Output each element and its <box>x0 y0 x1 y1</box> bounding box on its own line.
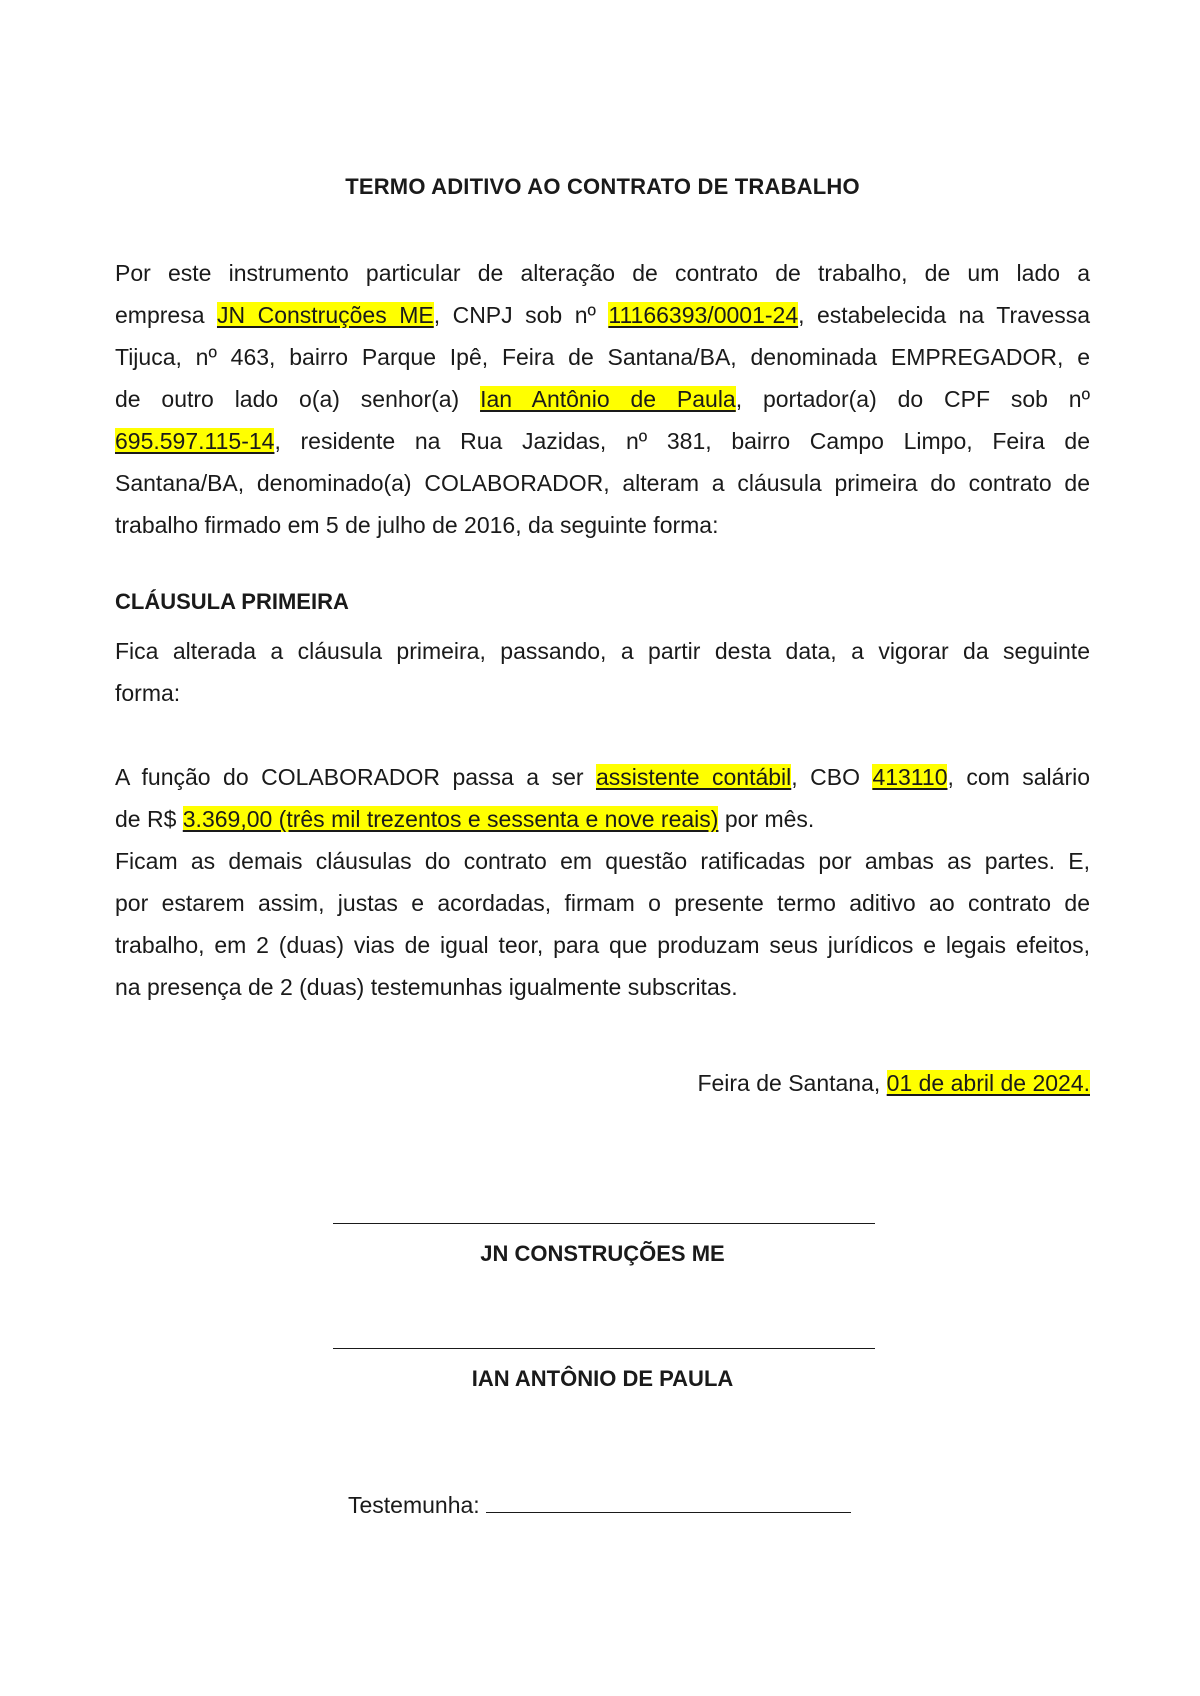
clause-paragraph <box>115 630 1090 714</box>
employee-name-highlight: Ian Antônio de Paula <box>480 386 736 412</box>
closing-paragraph <box>115 840 1090 1008</box>
document-page <box>115 0 1090 1696</box>
salary-highlight: 3.369,00 (três mil trezentos e sessenta e nove reais) <box>182 806 719 832</box>
intro-line-4 <box>115 378 1090 420</box>
change-paragraph <box>115 756 1090 840</box>
company-name-highlight: JN Construções ME <box>216 302 434 328</box>
closing-line-3: trabalho, em 2 (duas) vias de igual teor, para que produzam seus jurídicos e legais efeitos, <box>115 932 1090 958</box>
intro-text: , residente na Rua Jazidas, nº 381, bairro Campo Limpo, Feira de <box>274 428 1090 454</box>
intro-text: de outro lado o(a) senhor(a) <box>115 386 481 412</box>
date-highlight: 01 de abril de 2024. <box>886 1070 1090 1096</box>
clause-line-2: forma: <box>115 680 181 706</box>
intro-line-3: Tijuca, nº 463, bairro Parque Ipê, Feira de Santana/BA, denominada EMPREGADOR, e <box>115 344 1090 370</box>
intro-paragraph <box>115 252 1090 546</box>
closing-line-1: Ficam as demais cláusulas do contrato em questão ratificadas por ambas as partes. E, <box>115 848 1090 874</box>
witness-signature-line <box>486 1492 851 1513</box>
change-line-2 <box>115 798 1090 840</box>
intro-line-7: trabalho firmado em 5 de julho de 2016, da seguinte forma: <box>115 512 719 538</box>
change-text: por mês. <box>718 806 815 832</box>
change-line-1 <box>115 756 1090 798</box>
intro-line-2 <box>115 294 1090 336</box>
change-text: de R$ <box>115 806 183 832</box>
change-text: A função do COLABORADOR passa a ser <box>115 764 596 790</box>
cbo-highlight: 413110 <box>872 764 948 790</box>
document-title: TERMO ADITIVO AO CONTRATO DE TRABALHO <box>345 174 860 199</box>
cpf-highlight: 695.597.115-14 <box>115 428 275 454</box>
cnpj-highlight: 11166393/0001-24 <box>608 302 799 328</box>
role-highlight: assistente contábil <box>595 764 792 790</box>
intro-line-6: Santana/BA, denominado(a) COLABORADOR, alteram a cláusula primeira do contrato de <box>115 470 1090 496</box>
intro-line-1: Por este instrumento particular de alteração de contrato de trabalho, de um lado a <box>115 260 1090 286</box>
place-date <box>697 1069 1090 1097</box>
change-text: , com salário <box>947 764 1090 790</box>
intro-text: empresa <box>115 302 217 328</box>
closing-line-4: na presença de 2 (duas) testemunhas igualmente subscritas. <box>115 974 738 1000</box>
change-text: , CBO <box>791 764 873 790</box>
intro-text: , portador(a) do CPF sob nº <box>735 386 1090 412</box>
intro-text: , estabelecida na Travessa <box>798 302 1091 328</box>
clause-heading: CLÁUSULA PRIMEIRA <box>115 589 349 614</box>
company-signature-name: JN CONSTRUÇÕES ME <box>480 1241 725 1266</box>
witness-label: Testemunha: <box>348 1492 480 1518</box>
place-text: Feira de Santana, <box>697 1070 887 1096</box>
intro-text: , CNPJ sob nº <box>433 302 609 328</box>
employee-signature-name: IAN ANTÔNIO DE PAULA <box>471 1366 734 1391</box>
closing-line-2: por estarem assim, justas e acordadas, firmam o presente termo aditivo ao contrato de <box>115 890 1090 916</box>
intro-line-5 <box>115 420 1090 462</box>
clause-line-1: Fica alterada a cláusula primeira, passando, a partir desta data, a vigorar da seguinte <box>115 638 1090 664</box>
witness-block <box>348 1491 851 1519</box>
employee-signature-line <box>333 1348 875 1349</box>
company-signature-line <box>333 1223 875 1224</box>
